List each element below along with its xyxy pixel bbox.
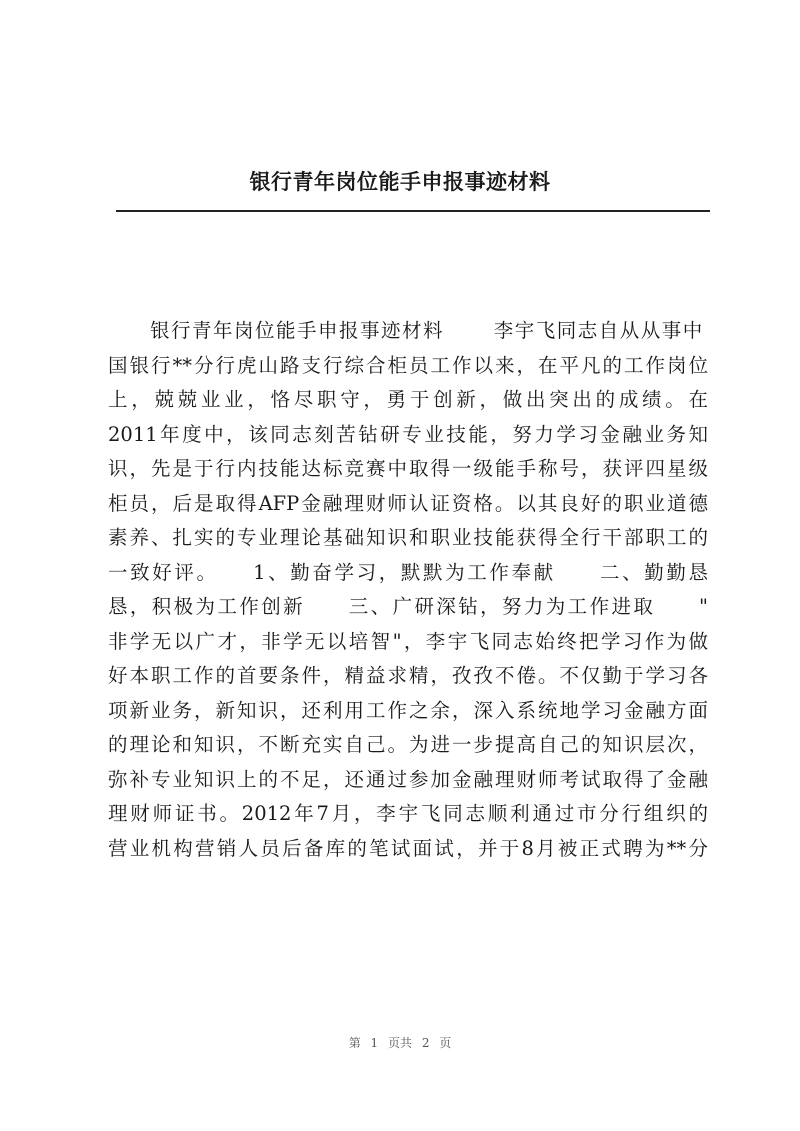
body-line-14: 弥补专业知识上的不足，还通过参加金融理财师考试取得了金融 (108, 767, 708, 791)
body-line-16: 营业机构营销人员后备库的笔试面试，并于8月被正式聘为**分 (108, 836, 708, 860)
body-line-13: 的理论和知识，不断充实自己。为进一步提高自己的知识层次， (108, 733, 708, 756)
body-line-1: 银行青年岗位能手申报事迹材料 李宇飞同志自从从事中 (108, 319, 704, 342)
body-line-2: 国银行**分行虎山路支行综合柜员工作以来，在平凡的工作岗位 (108, 353, 708, 377)
body-line-4: 2011年度中，该同志刻苦钻研专业技能，努力学习金融业务知 (108, 422, 708, 446)
body-line-7: 素养、扎实的专业理论基础知识和职业技能获得全行干部职工的 (108, 526, 708, 549)
body-line-6: 柜员，后是取得AFP金融理财师认证资格。以其良好的职业道德 (108, 491, 708, 515)
body-line-10: 非学无以广才，非学无以培智"，李宇飞同志始终把学习作为做 (108, 629, 708, 653)
title-divider (116, 210, 710, 214)
page-number-footer: 第 1 页共 2 页 (348, 1036, 452, 1050)
body-line-11: 好本职工作的首要条件，精益求精，孜孜不倦。不仅勤于学习各 (108, 664, 708, 687)
body-line-8: 一致好评。 1、勤奋学习，默默为工作奉献 二、勤勤恳 (108, 560, 708, 584)
body-line-12: 项新业务，新知识，还利用工作之余，深入系统地学习金融方面 (108, 698, 708, 722)
document-title: 银行青年岗位能手申报事迹材料 (249, 169, 551, 194)
body-line-15: 理财师证书。2012年7月，李宇飞同志顺利通过市分行组织的 (108, 802, 708, 825)
body-line-9: 恳，积极为工作创新 三、广研深钻，努力为工作进取 " (108, 595, 708, 618)
document-body (108, 314, 708, 866)
body-line-5: 识，先是于行内技能达标竞赛中取得一级能手称号，获评四星级 (108, 457, 708, 480)
body-line-3: 上，兢兢业业，恪尽职守，勇于创新，做出突出的成绩。在 (108, 388, 708, 411)
